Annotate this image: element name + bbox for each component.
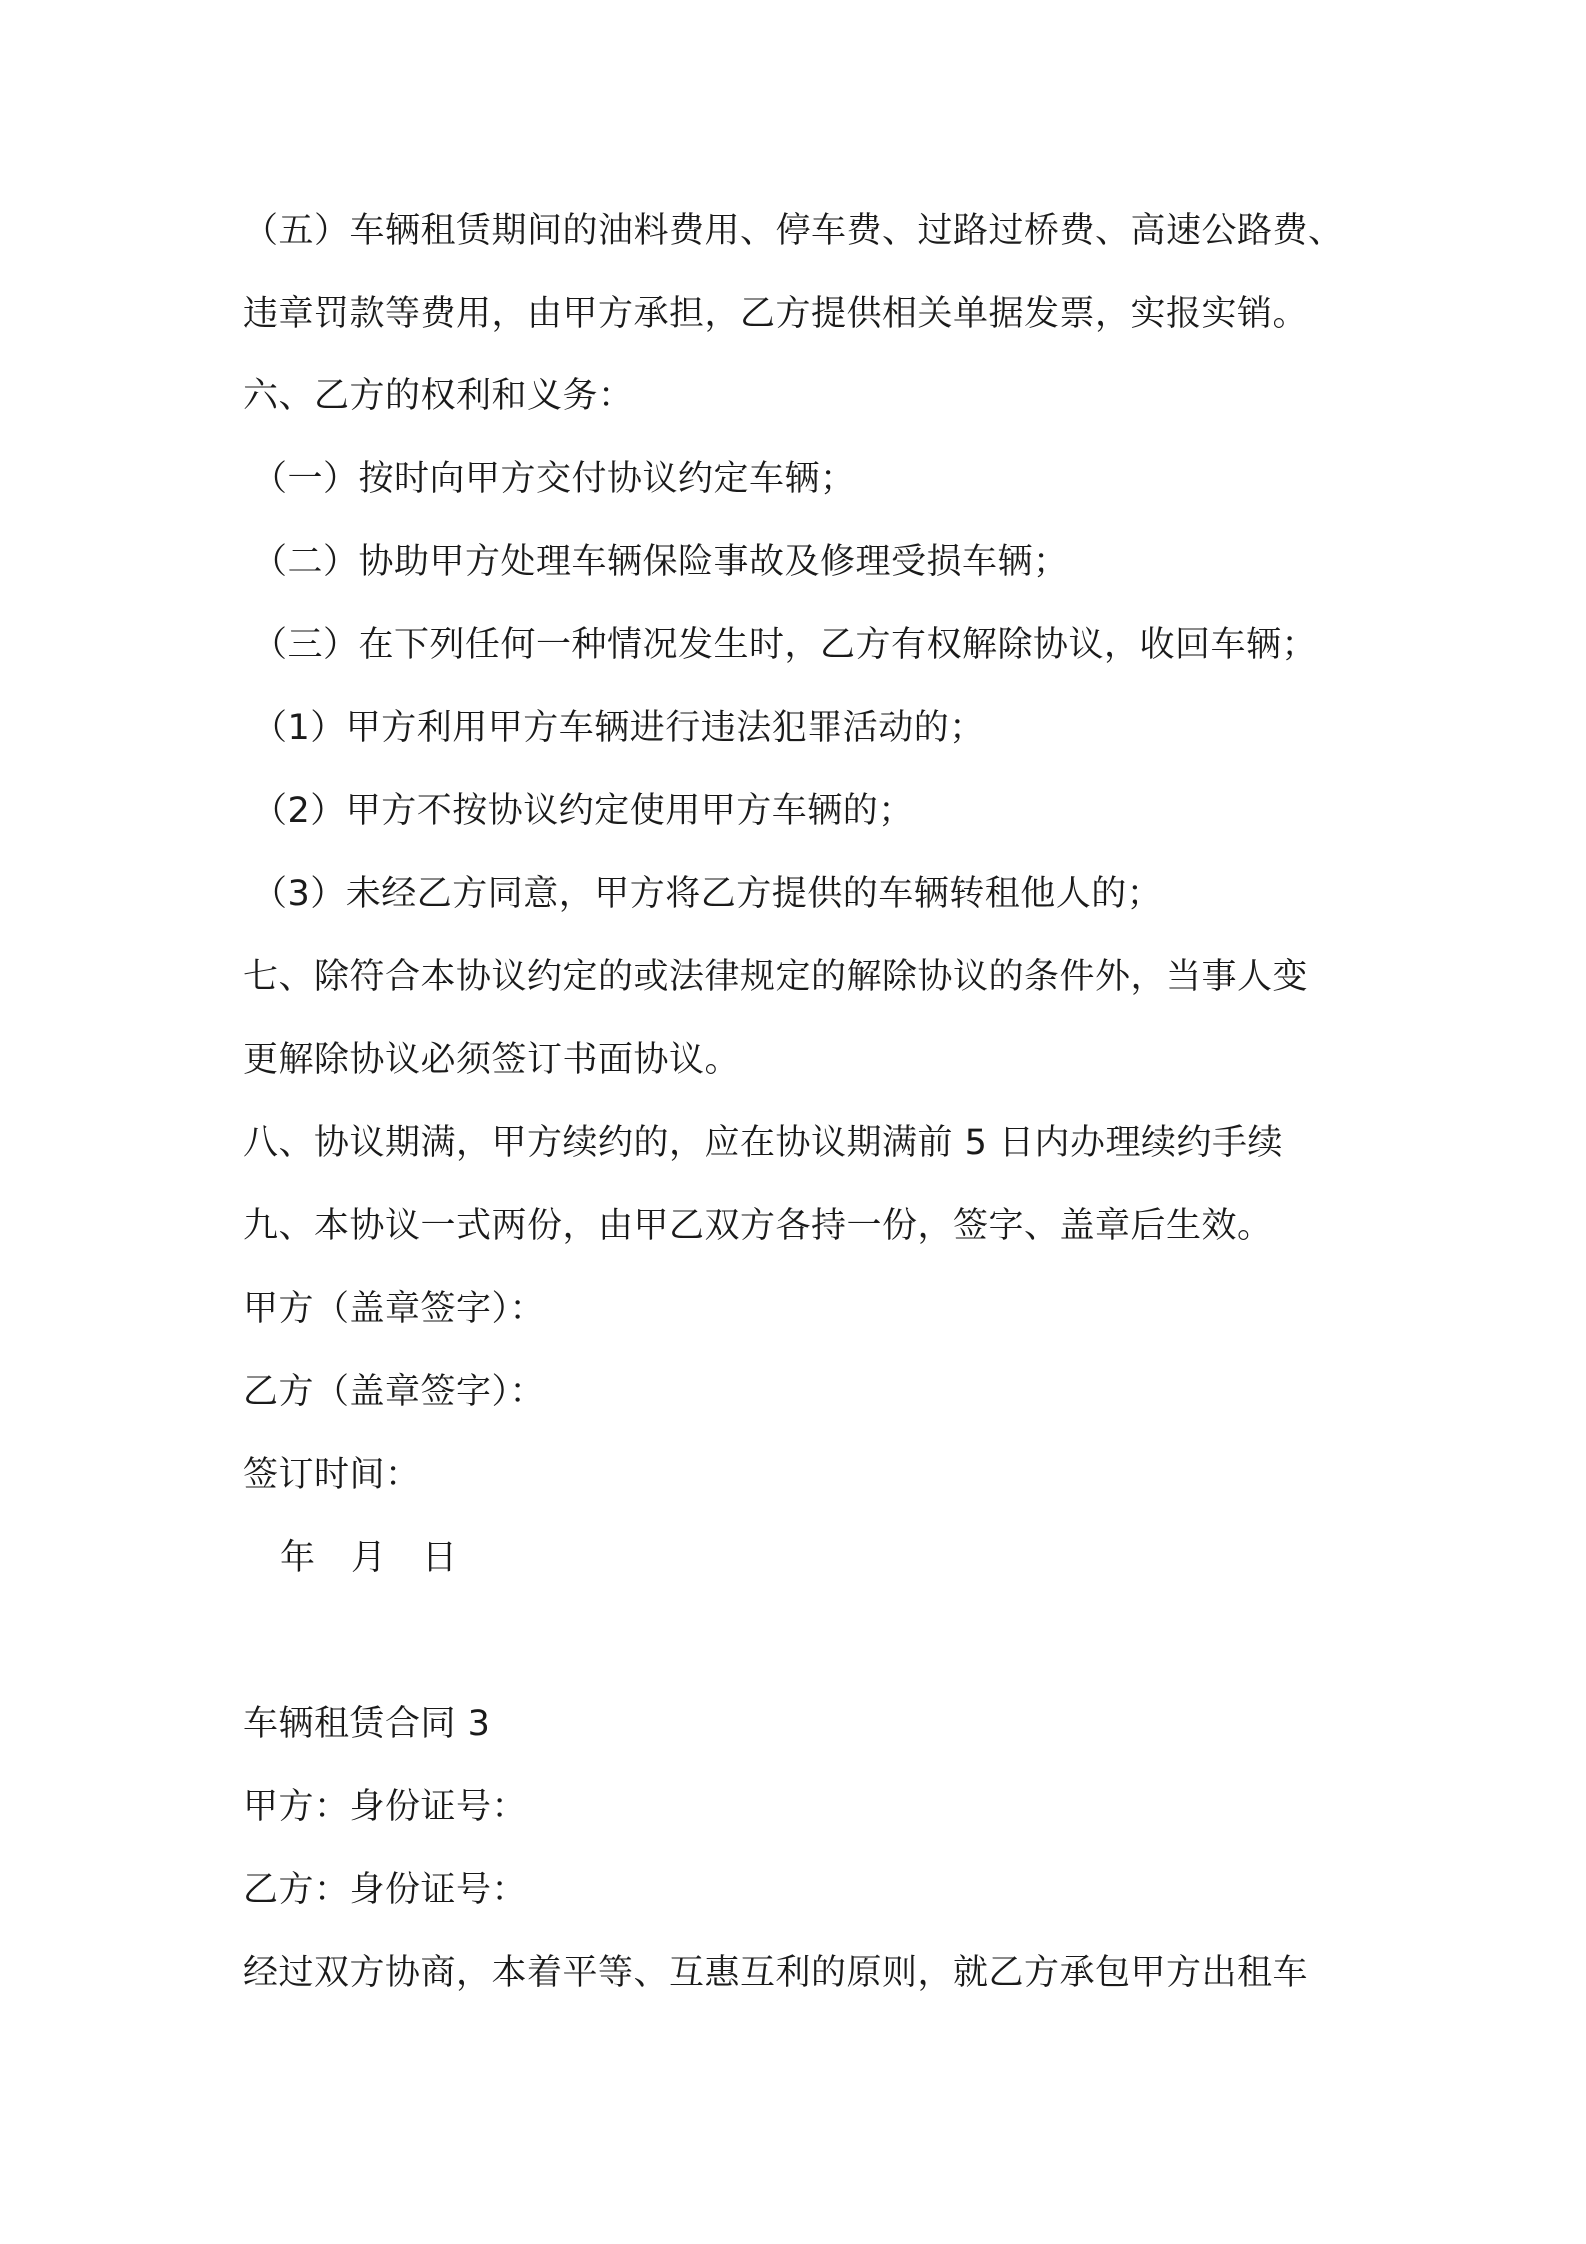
contract-3-party-a: 甲方：身份证号： <box>243 1787 528 1827</box>
clause-6-1: （一）按时向甲方交付协议约定车辆； <box>252 459 856 499</box>
section-9: 九、本协议一式两份，由甲乙双方各持一份，签字、盖章后生效。 <box>243 1206 1273 1246</box>
section-7-line-1: 七、除符合本协议约定的或法律规定的解除协议的条件外，当事人变 <box>243 957 1309 997</box>
section-6-heading: 六、乙方的权利和义务： <box>243 376 634 416</box>
signing-date-placeholder: 年 月 日 <box>280 1538 458 1578</box>
section-7-line-2: 更解除协议必须签订书面协议。 <box>243 1040 741 1080</box>
clause-6-2: （二）协助甲方处理车辆保险事故及修理受损车辆； <box>252 542 1069 582</box>
signing-time-label: 签订时间： <box>243 1455 421 1495</box>
clause-6-3-item-2: （2）甲方不按协议约定使用甲方车辆的； <box>252 791 914 831</box>
contract-3-title: 车辆租赁合同 3 <box>243 1704 491 1744</box>
party-a-signature: 甲方（盖章签字）： <box>243 1289 546 1329</box>
clause-5-5-line-1: （五）车辆租赁期间的油料费用、停车费、过路过桥费、高速公路费、 <box>243 211 1344 251</box>
contract-3-party-b: 乙方：身份证号： <box>243 1870 528 1910</box>
contract-3-preamble: 经过双方协商，本着平等、互惠互利的原则，就乙方承包甲方出租车 <box>243 1953 1309 1993</box>
clause-5-5-line-2: 违章罚款等费用，由甲方承担，乙方提供相关单据发票，实报实销。 <box>243 294 1309 334</box>
clause-6-3: （三）在下列任何一种情况发生时，乙方有权解除协议，收回车辆； <box>252 625 1318 665</box>
section-8: 八、协议期满，甲方续约的，应在协议期满前 5 日内办理续约手续 <box>243 1123 1284 1163</box>
party-b-signature: 乙方（盖章签字）： <box>243 1372 546 1412</box>
clause-6-3-item-3: （3）未经乙方同意，甲方将乙方提供的车辆转租他人的； <box>252 874 1163 914</box>
clause-6-3-item-1: （1）甲方利用甲方车辆进行违法犯罪活动的； <box>252 708 985 748</box>
